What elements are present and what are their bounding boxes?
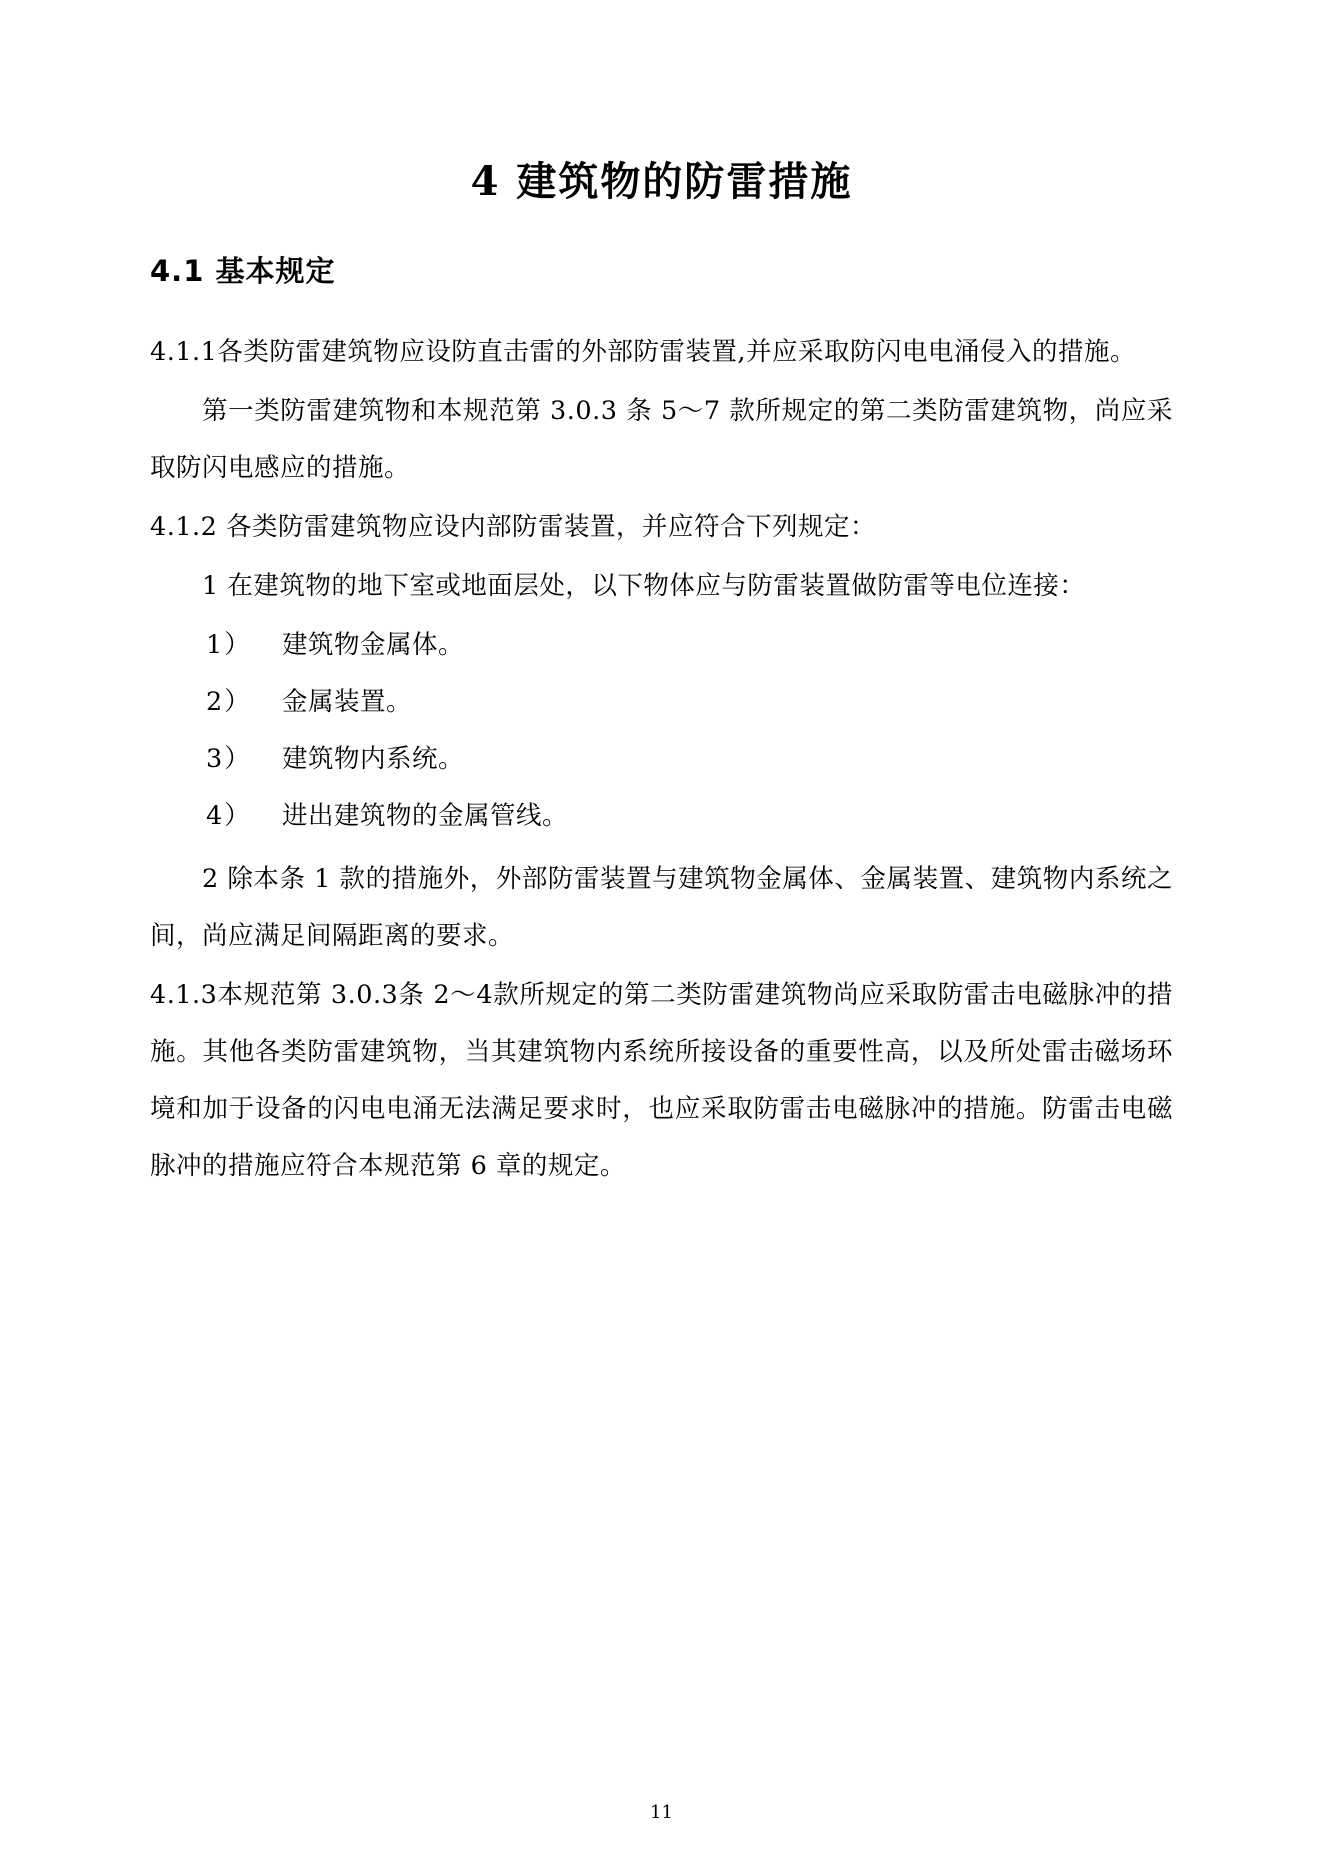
page-number: 11 xyxy=(650,1802,673,1823)
paragraph-4-1-2: 4.1.2 各类防雷建筑物应设内部防雷装置，并应符合下列规定： xyxy=(150,512,876,542)
list-item xyxy=(150,731,1173,788)
paragraph-4-1-2-item-2: 2 除本条 1 款的措施外，外部防雷装置与建筑物金属体、金属装置、建筑物内系统之间，尚应满足间隔距离的要求。 xyxy=(150,864,1173,951)
list-item xyxy=(150,674,1173,731)
list-item-number: 3） xyxy=(206,744,252,774)
paragraph-4-1-1-cont: 第一类防雷建筑物和本规范第 3.0.3 条 5～7 款所规定的第二类防雷建筑物，尚应采取防闪电感应的措施。 xyxy=(150,396,1173,483)
list-item-label: 进出建筑物的金属管线。 xyxy=(282,801,569,831)
paragraph-4-1-2-item-1: 1 在建筑物的地下室或地面层处，以下物体应与防雷装置做防雷等电位连接： xyxy=(202,571,1086,601)
list-item-label: 建筑物内系统。 xyxy=(282,744,465,774)
list-item-number: 2） xyxy=(206,687,252,717)
list-item-label: 建筑物金属体。 xyxy=(282,630,465,660)
list-item-label: 金属装置。 xyxy=(282,687,413,717)
section-heading: 4.1 基本规定 xyxy=(150,254,336,288)
list-item-number: 4） xyxy=(206,801,252,831)
page-title: 4 建筑物的防雷措施 xyxy=(470,158,853,205)
paragraph-4-1-1: 4.1.1各类防雷建筑物应设防直击雷的外部防雷装置,并应采取防闪电电涌侵入的措施。 xyxy=(150,337,1136,367)
list-item-number: 1） xyxy=(206,630,252,660)
list-item xyxy=(150,617,1173,674)
paragraph-4-1-3: 4.1.3本规范第 3.0.3条 2～4款所规定的第二类防雷建筑物尚应采取防雷击电磁脉冲的措施。其他各类防雷建筑物，当其建筑物内系统所接设备的重要性高，以及所处雷击磁场环境和加于设备的闪电电涌无法满足要求时，也应采取防雷击电磁脉冲的措施。防雷击电磁脉冲的措施应符合本规范第 6 章的规定。 xyxy=(150,980,1173,1181)
list-item xyxy=(150,788,1173,845)
